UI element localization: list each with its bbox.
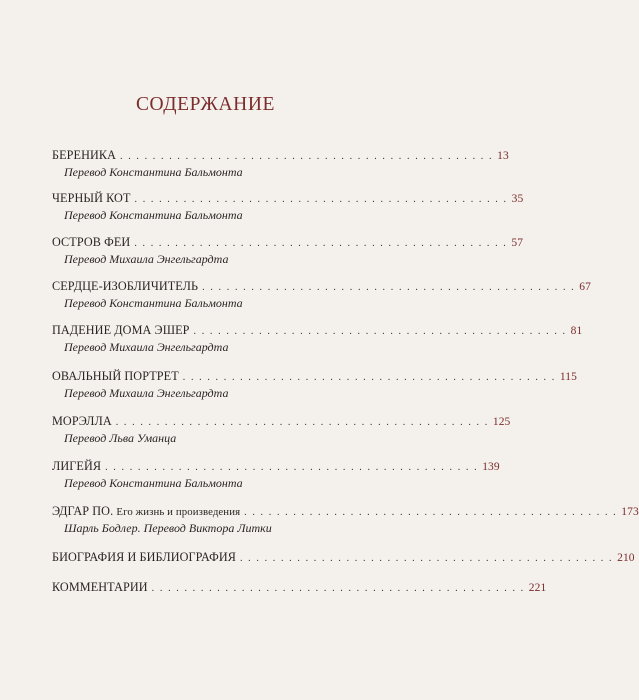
toc-entry-page: 210 [617,552,635,564]
toc-entry-page: 221 [528,582,547,594]
toc-entry-translator: Перевод Константина Бальмонта [64,165,243,179]
dot-leader: . . . . . . . . . . . . . . . . . . . . . . . . . . . . . . . . . . . . . . . . . . . . . . [134,238,508,249]
toc-entry-title: ЧЕРНЫЙ КОТ [52,191,131,205]
toc-entry-morella [52,414,511,446]
dot-leader: . . . . . . . . . . . . . . . . . . . . . . . . . . . . . . . . . . . . . . . . . . . . . . [151,583,525,594]
dot-leader: . . . . . . . . . . . . . . . . . . . . . . . . . . . . . . . . . . . . . . . . . . . . . . [244,507,618,518]
toc-entry-berenice [52,148,509,180]
toc-entry-title: КОММЕНТАРИИ [52,580,148,594]
toc-entry-page: 173 [621,506,639,518]
toc-entry-page: 125 [492,416,511,428]
toc-entry-house-of-usher [52,323,583,355]
toc-entry-page: 57 [511,237,524,249]
dot-leader: . . . . . . . . . . . . . . . . . . . . . . . . . . . . . . . . . . . . . . . . . . . . . . [182,372,556,383]
toc-entry-page: 13 [497,150,509,162]
toc-entry-title: СЕРДЦЕ-ИЗОБЛИЧИТЕЛЬ [52,279,199,293]
toc-entry-translator: Перевод Льва Уманца [64,431,177,445]
toc-entry-translator: Перевод Михаила Энгельгардта [64,252,229,266]
toc-entry-ligeia [52,459,500,491]
toc-entry-translator: Перевод Константина Бальмонта [64,476,243,490]
toc-entry-edgar-poe [52,504,639,536]
toc-entry-page: 115 [559,371,577,383]
toc-entry-title: БЕРЕНИКА [52,148,116,162]
toc-entry-translator: Шарль Бодлер. Перевод Виктора Литки [64,521,272,535]
toc-entry-biography [52,550,635,566]
dot-leader: . . . . . . . . . . . . . . . . . . . . . . . . . . . . . . . . . . . . . . . . . . . . . . [239,553,614,564]
dot-leader: . . . . . . . . . . . . . . . . . . . . . . . . . . . . . . . . . . . . . . . . . . . . . . [115,417,489,428]
toc-entry-translator: Перевод Михаила Энгельгардта [64,340,229,354]
toc-entry-page: 67 [579,281,591,293]
toc-entry-title: БИОГРАФИЯ И БИБЛИОГРАФИЯ [52,550,236,564]
toc-entry-title: ОСТРОВ ФЕИ [52,235,131,249]
toc-entry-translator: Перевод Михаила Энгельгардта [64,386,229,400]
toc-entry-title: МОРЭЛЛА [52,414,112,428]
toc-entry-translator: Перевод Константина Бальмонта [64,296,243,310]
dot-leader: . . . . . . . . . . . . . . . . . . . . . . . . . . . . . . . . . . . . . . . . . . . . . . [202,282,576,293]
toc-entry-title-sub: Его жизнь и произведения [116,506,241,518]
toc-entry-tell-tale-heart [52,279,591,311]
toc-entry-title-main: ЭДГАР ПО. [52,504,114,518]
toc-entry-page: 35 [511,193,524,205]
dot-leader: . . . . . . . . . . . . . . . . . . . . . . . . . . . . . . . . . . . . . . . . . . . . . . [120,151,494,162]
toc-entry-black-cat [52,191,524,223]
toc-entry-title: ПАДЕНИЕ ДОМА ЭШЕР [52,323,190,337]
toc-entry-island-of-the-fay [52,235,524,267]
toc-entry-page: 139 [482,461,500,473]
toc-entry-page: 81 [570,325,583,337]
dot-leader: . . . . . . . . . . . . . . . . . . . . . . . . . . . . . . . . . . . . . . . . . . . . . . [105,462,479,473]
dot-leader: . . . . . . . . . . . . . . . . . . . . . . . . . . . . . . . . . . . . . . . . . . . . . . [193,326,567,337]
toc-entry-translator: Перевод Константина Бальмонта [64,208,243,222]
toc-entry-title [52,504,240,519]
toc-entry-commentary [52,580,547,596]
toc-entry-title: ЛИГЕЙЯ [52,459,102,473]
page-title: СОДЕРЖАНИЕ [135,94,276,115]
toc-entry-oval-portrait [52,369,577,401]
dot-leader: . . . . . . . . . . . . . . . . . . . . . . . . . . . . . . . . . . . . . . . . . . . . . . [134,194,508,205]
toc-entry-title: ОВАЛЬНЫЙ ПОРТРЕТ [52,369,179,383]
